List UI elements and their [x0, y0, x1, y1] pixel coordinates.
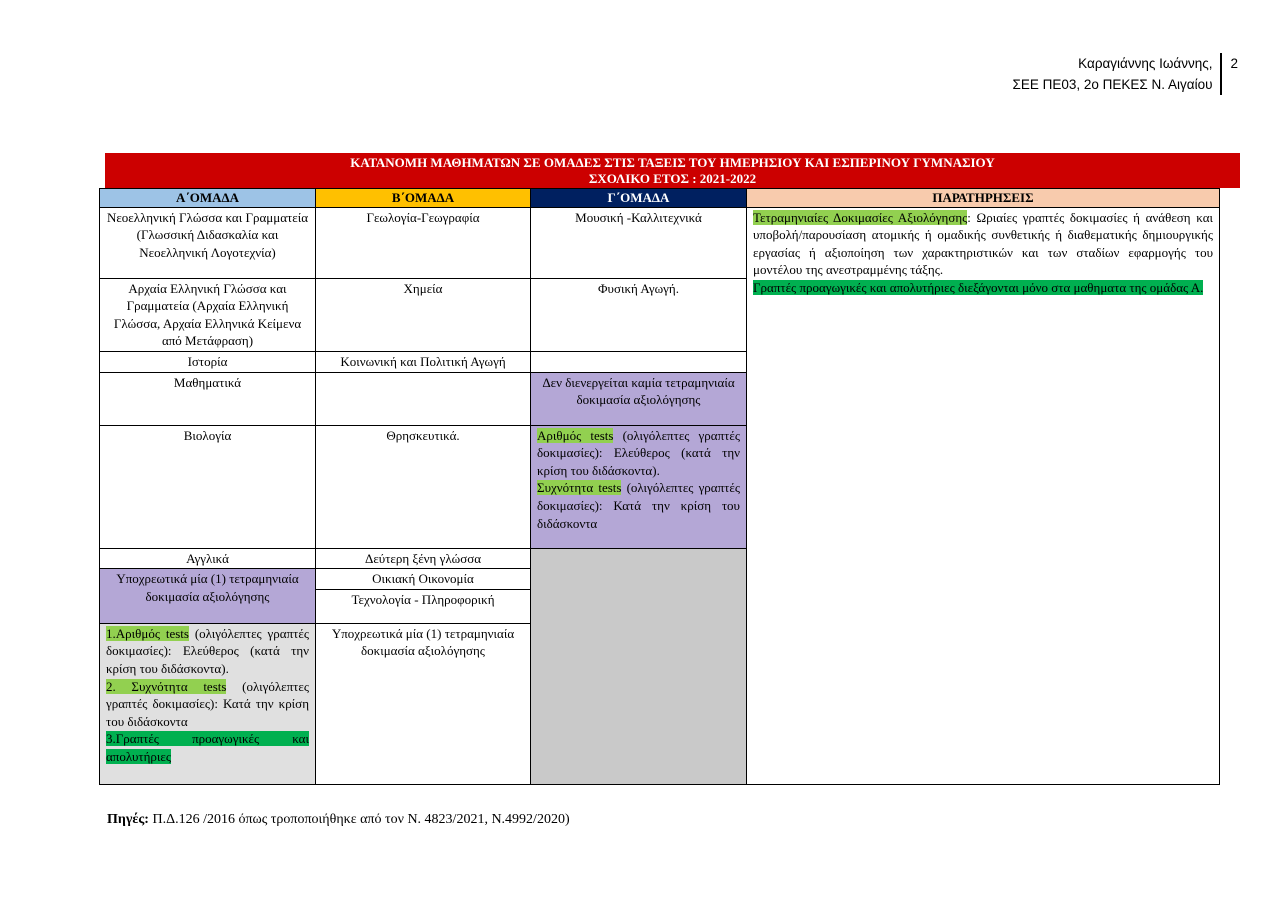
table-title-banner: [105, 153, 1240, 188]
header-group-b: Β΄ΟΜΑΔΑ: [316, 189, 531, 208]
cell-b-geology: Γεωλογία-Γεωγραφία: [316, 207, 531, 278]
sources-label: Πηγές:: [107, 812, 149, 827]
c-note-2-text: (ολιγόλεπτες γραπτές δοκιμασίες): Κατά την κρίση του διδάσκοντα: [537, 480, 741, 531]
cell-b-religion: Θρησκευτικά.: [316, 425, 531, 548]
cell-b-social-political: Κοινωνική και Πολιτική Αγωγή: [316, 351, 531, 372]
cell-b-technology: Τεχνολογία - Πληροφορική: [316, 589, 531, 623]
a-note-2-text: (ολιγόλεπτες γραπτές δοκιμασίες): Κατά την κρίση του διδάσκοντα: [106, 678, 309, 729]
header-remarks: ΠΑΡΑΤΗΡΗΣΕΙΣ: [747, 189, 1220, 208]
remarks-highlight-2: Γραπτές προαγωγικές και απολυτήριες διεξάγονται μόνο στα μαθηματα της ομάδας Α.: [753, 279, 1204, 295]
remarks-highlight-1: Τετραμηνιαίες Δοκιμασίες Αξιολόγησης: [753, 209, 968, 225]
a-note-3-highlight: 3.Γραπτές προαγωγικές και απολυτήριες: [106, 731, 309, 764]
table-row: [100, 207, 1220, 278]
cell-b-second-language: Δεύτερη ξένη γλώσσα: [316, 548, 531, 569]
cell-a-mathematics: Μαθηματικά: [100, 372, 316, 425]
cell-b-mandatory-assessment: Υποχρεωτικά μία (1) τετραμηνιαία δοκιμασία αξιολόγησης: [316, 623, 531, 784]
header-group-a: Α΄ΟΜΑΔΑ: [100, 189, 316, 208]
cell-a-history: Ιστορία: [100, 351, 316, 372]
cell-c-music: Μουσική -Καλλιτεχνικά: [531, 207, 747, 278]
sources-footnote: [107, 812, 570, 828]
remarks-text-1: : Ωριαίες γραπτές δοκιμασίες ή ανάθεση και υποβολή/παρουσίαση ατομικής ή ομαδικής συνθετικής ή διαθεματικής δημιουργικής εργασίας ή αξιοποίηση των χαρακτηριστικών και των σταδίων εφαρμογής του μοντέλου της ανεστραμμένης τάξης.: [753, 209, 1214, 278]
cell-a-ancient-greek: Αρχαία Ελληνική Γλώσσα και Γραμματεία (Αρχαία Ελληνική Γλώσσα, Αρχαία Ελληνικά Κείμενα από Μετάφραση): [100, 278, 316, 351]
a-note-1-text: (ολιγόλεπτες γραπτές δοκιμασίες): Ελεύθερος (κατά την κρίση του διδάσκοντα).: [106, 625, 309, 676]
cell-a-biology: Βιολογία: [100, 425, 316, 548]
cell-b-home-economics: Οικιακή Οικονομία: [316, 569, 531, 590]
header-group-c: Γ΄ΟΜΑΔΑ: [531, 189, 747, 208]
c-note-1-text: (ολιγόλεπτες γραπτές δοκιμασίες): Ελεύθερος (κατά την κρίση του διδάσκοντα).: [537, 427, 740, 478]
cell-c-grey-empty: [531, 548, 747, 784]
c-note-2-highlight: Συχνότητα tests: [537, 480, 622, 496]
a-note-1-highlight: 1.Αριθμός tests: [106, 625, 189, 641]
cell-remarks: [747, 207, 1220, 784]
cell-a-mandatory-assessment: Υποχρεωτικά μία (1) τετραμηνιαία δοκιμασία αξιολόγησης: [100, 569, 316, 624]
page-header: [1013, 53, 1238, 95]
cell-c-empty: [531, 351, 747, 372]
subject-groups-table: [99, 188, 1220, 785]
cell-c-physical-education: Φυσική Αγωγή.: [531, 278, 747, 351]
page-number: 2: [1230, 56, 1238, 71]
banner-school-year: ΣΧΟΛΙΚΟ ΕΤΟΣ : 2021-2022: [588, 171, 757, 186]
author-name: Καραγιάννης Ιωάννης,: [1078, 56, 1213, 71]
cell-c-no-assessment: Δεν διενεργείται καμία τετραμηνιαία δοκιμασία αξιολόγησης: [531, 372, 747, 425]
banner-title: ΚΑΤΑΝΟΜΗ ΜΑΘΗΜΑΤΩΝ ΣΕ ΟΜΑΔΕΣ ΣΤΙΣ ΤΑΞΕΙΣ ΤΟΥ ΗΜΕΡΗΣΙΟΥ ΚΑΙ ΕΣΠΕΡΙΝΟΥ ΓΥΜΝΑΣΙΟΥ: [350, 155, 995, 170]
author-role: ΣΕΕ ΠΕ03, 2ο ΠΕΚΕΣ Ν. Αιγαίου: [1012, 77, 1213, 92]
cell-a-modern-greek: Νεοελληνική Γλώσσα και Γραμματεία (Γλωσσική Διδασκαλία και Νεοελληνική Λογοτεχνία): [100, 207, 316, 278]
cell-c-tests-notes: [531, 425, 747, 548]
cell-a-tests-notes: [100, 623, 316, 784]
cell-a-english: Αγγλικά: [100, 548, 316, 569]
cell-b-chemistry: Χημεία: [316, 278, 531, 351]
table-header-row: [100, 189, 1220, 208]
sources-text: Π.Δ.126 /2016 όπως τροποποιήθηκε από τον Ν. 4823/2021, Ν.4992/2020): [148, 812, 570, 827]
author-block: [1013, 53, 1223, 95]
a-note-2-highlight: 2. Συχνότητα tests: [106, 678, 227, 694]
cell-b-empty: [316, 372, 531, 425]
c-note-1-highlight: Αριθμός tests: [537, 427, 614, 443]
